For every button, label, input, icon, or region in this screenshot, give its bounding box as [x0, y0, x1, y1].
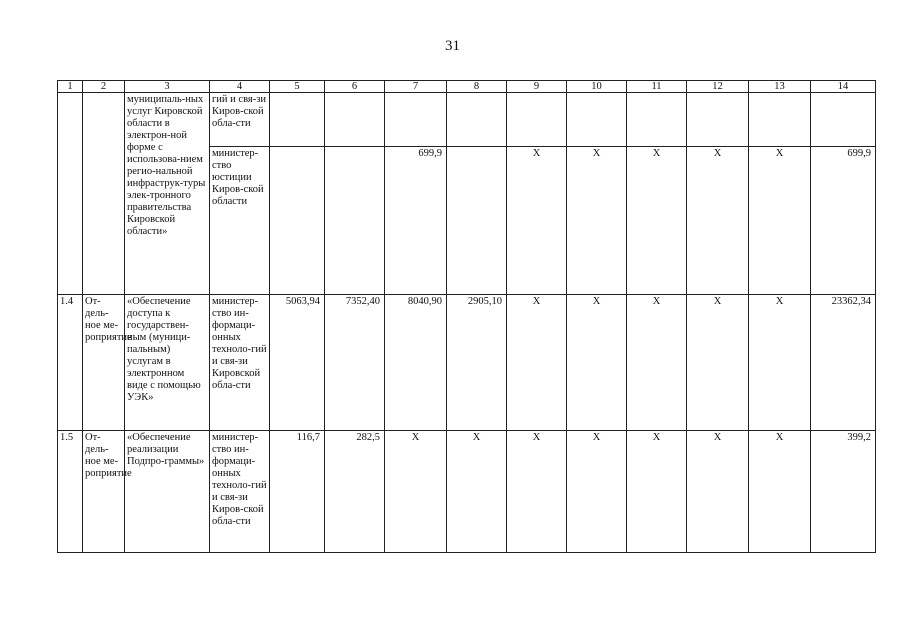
value-cell: 699,9	[385, 147, 447, 295]
total-cell: 699,9	[811, 147, 876, 295]
table-cell	[58, 93, 83, 295]
executor-cell: министер-ство юстиции Киров-ской области	[210, 147, 270, 295]
budget-table	[57, 80, 876, 553]
executor-cell: министер-ство ин-формаци-онных техноло-гий и свя-зи Киров-ской обла-сти	[210, 431, 270, 553]
value-cell: X	[567, 147, 627, 295]
header-cell: 3	[125, 81, 210, 93]
header-cell: 11	[627, 81, 687, 93]
page-number: 31	[445, 38, 460, 54]
table-cell	[627, 93, 687, 147]
row-number-cell: 1.5	[58, 431, 83, 553]
value-cell: X	[687, 147, 749, 295]
header-cell: 10	[567, 81, 627, 93]
table-cell	[687, 93, 749, 147]
header-cell: 8	[447, 81, 507, 93]
value-cell: 8040,90	[385, 295, 447, 431]
executor-cell: министер-ство ин-формаци-онных техноло-гий и свя-зи Кировской обла-сти	[210, 295, 270, 431]
measure-name-cell: «Обеспечение реализации Подпро-граммы»	[125, 431, 210, 553]
value-cell: X	[627, 431, 687, 553]
value-cell: X	[507, 295, 567, 431]
table-cell	[270, 93, 325, 147]
table-cell	[811, 93, 876, 147]
table-cell	[749, 93, 811, 147]
value-cell: X	[507, 147, 567, 295]
table-cell	[325, 147, 385, 295]
header-cell: 7	[385, 81, 447, 93]
value-cell: X	[567, 431, 627, 553]
value-cell: 116,7	[270, 431, 325, 553]
value-cell: X	[627, 295, 687, 431]
table-cell	[447, 147, 507, 295]
value-cell: X	[749, 431, 811, 553]
value-cell: X	[507, 431, 567, 553]
header-cell: 5	[270, 81, 325, 93]
executor-cell: гий и свя-зи Киров-ской обла-сти	[210, 93, 270, 147]
table-cell	[447, 93, 507, 147]
table-row	[58, 295, 876, 431]
total-cell: 23362,34	[811, 295, 876, 431]
column-number-row	[58, 81, 876, 93]
total-cell: 399,2	[811, 431, 876, 553]
header-cell: 12	[687, 81, 749, 93]
measure-name-cell: муниципаль-ных услуг Кировской области в электрон-ной форме с использова-нием регио-нальной инфраструк-туры элек-тронного правительства Кировской области»	[125, 93, 210, 295]
value-cell: 5063,94	[270, 295, 325, 431]
value-cell: X	[749, 295, 811, 431]
row-number-cell: 1.4	[58, 295, 83, 431]
header-cell: 4	[210, 81, 270, 93]
value-cell: 282,5	[325, 431, 385, 553]
value-cell: X	[687, 431, 749, 553]
table-cell	[567, 93, 627, 147]
value-cell: X	[567, 295, 627, 431]
value-cell: X	[749, 147, 811, 295]
type-cell: От-дель-ное ме-роприятие	[83, 295, 125, 431]
header-cell: 9	[507, 81, 567, 93]
header-cell: 2	[83, 81, 125, 93]
header-cell: 13	[749, 81, 811, 93]
header-cell: 14	[811, 81, 876, 93]
type-cell: От-дель-ное ме-роприятие	[83, 431, 125, 553]
table-row	[58, 431, 876, 553]
value-cell: 7352,40	[325, 295, 385, 431]
table-row	[58, 93, 876, 147]
value-cell: X	[687, 295, 749, 431]
value-cell: X	[447, 431, 507, 553]
value-cell: X	[627, 147, 687, 295]
table-cell	[83, 93, 125, 295]
table-cell	[325, 93, 385, 147]
header-cell: 1	[58, 81, 83, 93]
value-cell: 2905,10	[447, 295, 507, 431]
table-cell	[507, 93, 567, 147]
measure-name-cell: «Обеспечение доступа к государствен-ным (муници-пальным) услугам в электронном виде с помощью УЭК»	[125, 295, 210, 431]
header-cell: 6	[325, 81, 385, 93]
value-cell: X	[385, 431, 447, 553]
table-cell	[270, 147, 325, 295]
table-cell	[385, 93, 447, 147]
